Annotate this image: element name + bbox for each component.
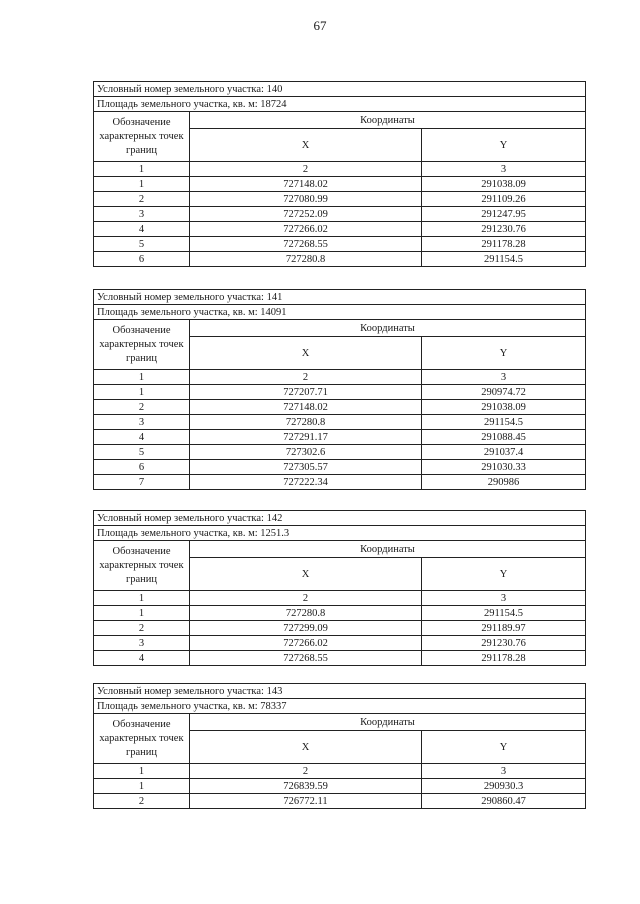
coordinates-table <box>93 510 586 666</box>
column-number: 2 <box>190 591 422 606</box>
x-coordinate-cell: 727266.02 <box>190 222 422 237</box>
x-header: X <box>190 558 422 591</box>
parcel-table-block <box>93 289 585 490</box>
parcel-area-label: Площадь земельного участка, кв. м: 1251.3 <box>94 526 586 541</box>
table-row <box>94 445 586 460</box>
x-coordinate-cell: 727222.34 <box>190 475 422 490</box>
column-number: 1 <box>94 764 190 779</box>
parcel-area-label: Площадь земельного участка, кв. м: 18724 <box>94 97 586 112</box>
point-number-cell: 2 <box>94 400 190 415</box>
point-number-cell: 7 <box>94 475 190 490</box>
column-number: 1 <box>94 162 190 177</box>
table-row <box>94 636 586 651</box>
coordinates-header: Координаты <box>190 112 586 129</box>
column-number: 3 <box>422 370 586 385</box>
column-number-row <box>94 764 586 779</box>
point-number-cell: 2 <box>94 621 190 636</box>
y-coordinate-cell: 291037.4 <box>422 445 586 460</box>
point-number-cell: 1 <box>94 606 190 621</box>
column-number-row <box>94 370 586 385</box>
y-coordinate-cell: 290974.72 <box>422 385 586 400</box>
column-number: 3 <box>422 591 586 606</box>
x-coordinate-cell: 727268.55 <box>190 651 422 666</box>
column-number: 2 <box>190 370 422 385</box>
y-coordinate-cell: 291178.28 <box>422 237 586 252</box>
x-coordinate-cell: 727148.02 <box>190 400 422 415</box>
y-coordinate-cell: 291178.28 <box>422 651 586 666</box>
coordinates-header: Координаты <box>190 320 586 337</box>
point-number-cell: 3 <box>94 207 190 222</box>
coordinates-header: Координаты <box>190 714 586 731</box>
parcel-table-block <box>93 683 585 809</box>
x-coordinate-cell: 727080.99 <box>190 192 422 207</box>
point-number-cell: 1 <box>94 177 190 192</box>
parcel-number-label: Условный номер земельного участка: 141 <box>94 290 586 305</box>
y-header: Y <box>422 731 586 764</box>
x-header: X <box>190 731 422 764</box>
table-row <box>94 385 586 400</box>
table-row <box>94 430 586 445</box>
point-number-cell: 1 <box>94 779 190 794</box>
parcel-area-label: Площадь земельного участка, кв. м: 78337 <box>94 699 586 714</box>
table-row <box>94 779 586 794</box>
point-number-cell: 4 <box>94 651 190 666</box>
x-coordinate-cell: 727280.8 <box>190 252 422 267</box>
table-row <box>94 621 586 636</box>
table-row <box>94 207 586 222</box>
y-coordinate-cell: 290986 <box>422 475 586 490</box>
point-number-cell: 3 <box>94 636 190 651</box>
point-number-cell: 2 <box>94 192 190 207</box>
parcel-number-label: Условный номер земельного участка: 140 <box>94 82 586 97</box>
coordinates-table <box>93 683 586 809</box>
x-coordinate-cell: 727280.8 <box>190 606 422 621</box>
point-number-cell: 5 <box>94 445 190 460</box>
point-number-cell: 4 <box>94 430 190 445</box>
x-coordinate-cell: 727252.09 <box>190 207 422 222</box>
column-number-row <box>94 162 586 177</box>
parcel-number-label: Условный номер земельного участка: 142 <box>94 511 586 526</box>
x-coordinate-cell: 727266.02 <box>190 636 422 651</box>
column-number: 1 <box>94 370 190 385</box>
y-header: Y <box>422 129 586 162</box>
x-coordinate-cell: 727305.57 <box>190 460 422 475</box>
y-coordinate-cell: 291038.09 <box>422 177 586 192</box>
column-number: 3 <box>422 162 586 177</box>
x-coordinate-cell: 726839.59 <box>190 779 422 794</box>
parcel-table-block <box>93 510 585 666</box>
y-header: Y <box>422 558 586 591</box>
coordinates-table <box>93 289 586 490</box>
x-coordinate-cell: 727207.71 <box>190 385 422 400</box>
parcel-number-label: Условный номер земельного участка: 143 <box>94 684 586 699</box>
designation-header: Обозначение характерных точек границ <box>94 320 190 370</box>
table-row <box>94 606 586 621</box>
x-coordinate-cell: 727299.09 <box>190 621 422 636</box>
point-number-cell: 6 <box>94 460 190 475</box>
table-row <box>94 794 586 809</box>
y-coordinate-cell: 290930.3 <box>422 779 586 794</box>
column-number: 2 <box>190 764 422 779</box>
y-coordinate-cell: 291030.33 <box>422 460 586 475</box>
point-number-cell: 4 <box>94 222 190 237</box>
designation-header: Обозначение характерных точек границ <box>94 112 190 162</box>
y-coordinate-cell: 291154.5 <box>422 415 586 430</box>
y-coordinate-cell: 291154.5 <box>422 252 586 267</box>
point-number-cell: 2 <box>94 794 190 809</box>
y-coordinate-cell: 291109.26 <box>422 192 586 207</box>
point-number-cell: 1 <box>94 385 190 400</box>
x-header: X <box>190 337 422 370</box>
y-coordinate-cell: 291154.5 <box>422 606 586 621</box>
coordinates-table <box>93 81 586 267</box>
point-number-cell: 5 <box>94 237 190 252</box>
point-number-cell: 3 <box>94 415 190 430</box>
column-number: 2 <box>190 162 422 177</box>
table-row <box>94 177 586 192</box>
table-row <box>94 252 586 267</box>
designation-header: Обозначение характерных точек границ <box>94 714 190 764</box>
y-coordinate-cell: 291038.09 <box>422 400 586 415</box>
table-row <box>94 651 586 666</box>
table-row <box>94 475 586 490</box>
x-coordinate-cell: 727268.55 <box>190 237 422 252</box>
table-row <box>94 222 586 237</box>
y-coordinate-cell: 291189.97 <box>422 621 586 636</box>
y-header: Y <box>422 337 586 370</box>
page-number: 67 <box>313 18 327 33</box>
y-coordinate-cell: 291230.76 <box>422 636 586 651</box>
column-number-row <box>94 591 586 606</box>
table-row <box>94 400 586 415</box>
table-row <box>94 415 586 430</box>
column-number: 1 <box>94 591 190 606</box>
point-number-cell: 6 <box>94 252 190 267</box>
parcel-table-block <box>93 81 585 267</box>
column-number: 3 <box>422 764 586 779</box>
y-coordinate-cell: 291088.45 <box>422 430 586 445</box>
coordinates-header: Координаты <box>190 541 586 558</box>
table-row <box>94 192 586 207</box>
table-row <box>94 460 586 475</box>
x-coordinate-cell: 727302.6 <box>190 445 422 460</box>
designation-header: Обозначение характерных точек границ <box>94 541 190 591</box>
y-coordinate-cell: 290860.47 <box>422 794 586 809</box>
x-coordinate-cell: 726772.11 <box>190 794 422 809</box>
x-coordinate-cell: 727291.17 <box>190 430 422 445</box>
y-coordinate-cell: 291230.76 <box>422 222 586 237</box>
table-row <box>94 237 586 252</box>
y-coordinate-cell: 291247.95 <box>422 207 586 222</box>
x-coordinate-cell: 727148.02 <box>190 177 422 192</box>
x-coordinate-cell: 727280.8 <box>190 415 422 430</box>
parcel-area-label: Площадь земельного участка, кв. м: 14091 <box>94 305 586 320</box>
x-header: X <box>190 129 422 162</box>
